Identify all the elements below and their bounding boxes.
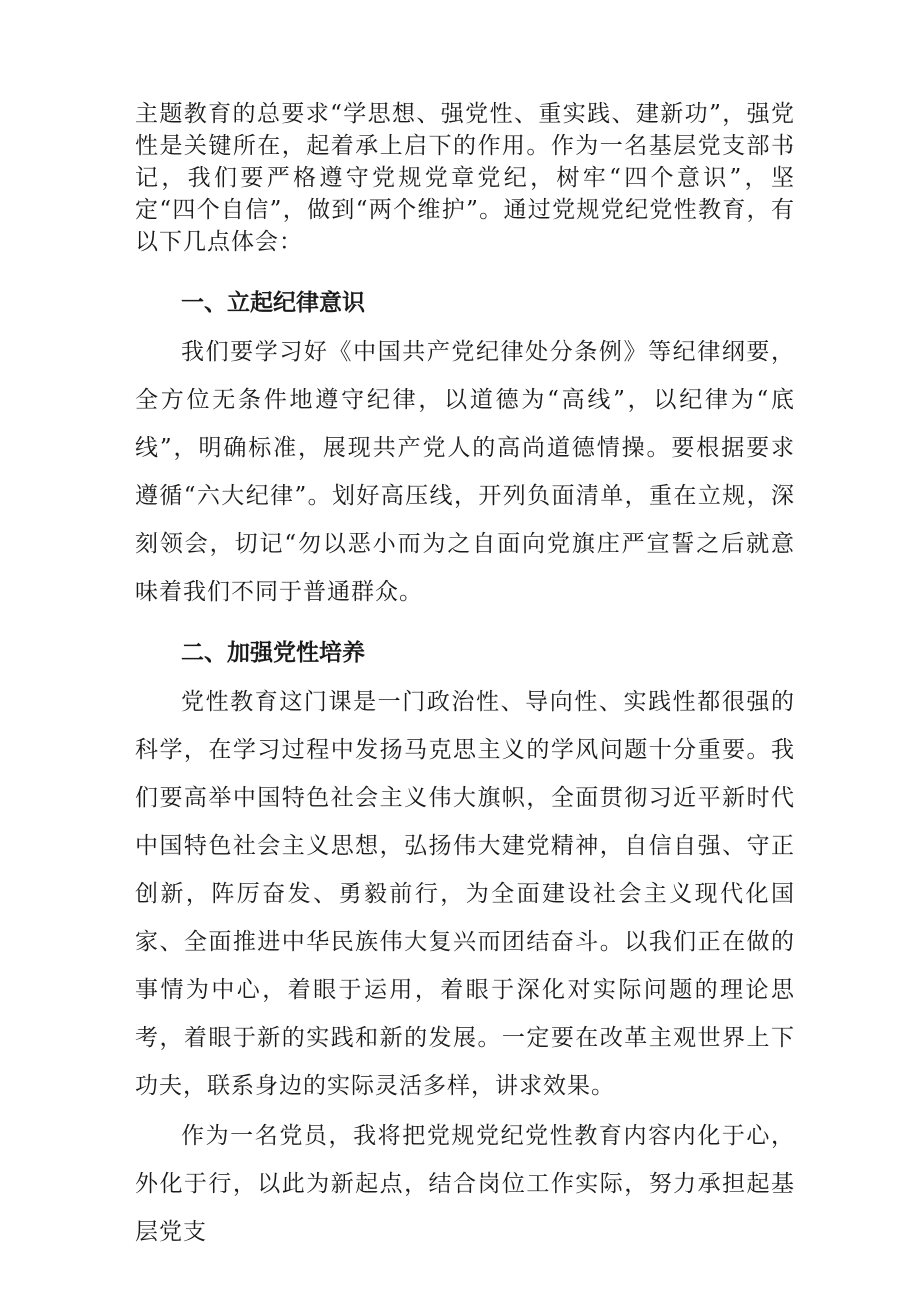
document-body: [135, 98, 795, 1256]
intro-paragraph: 主题教育的总要求“学思想、强党性、重实践、建新功”，强党性是关键所在，起着承上启下的作用。作为一名基层党支部书记，我们要严格遵守党规党章党纪，树牢“四个意识”，坚定“四个自信”，做到“两个维护”。通过党规党纪党性教育，有以下几点体会：: [135, 101, 795, 255]
section-heading-party-spirit: 二、加强党性培养: [181, 640, 365, 666]
section-heading-discipline: 一、立起纪律意识: [181, 290, 365, 316]
closing-paragraph: 作为一名党员，我将把党规党纪党性教育内容内化于心，外化于行，以此为新起点，结合岗位工作实际，努力承担起基层党支: [135, 1123, 795, 1245]
section-paragraph-party-spirit: 党性教育这门课是一门政治性、导向性、实践性都很强的科学，在学习过程中发扬马克思主义的学风问题十分重要。我们要高举中国特色社会主义伟大旗帜，全面贯彻习近平新时代中国特色社会主义思想，弘扬伟大建党精神，自信自强、守正创新，阵厉奋发、勇毅前行，为全面建设社会主义现代化国家、全面推进中华民族伟大复兴而团结奋斗。以我们正在做的事情为中心，着眼于运用，着眼于深化对实际问题的理论思考，着眼于新的实践和新的发展。一定要在改革主观世界上下功夫，联系身边的实际灵活多样，讲求效果。: [135, 689, 795, 1099]
section-paragraph-discipline: 我们要学习好《中国共产党纪律处分条例》等纪律纲要，全方位无条件地遵守纪律，以道德为“高线”，以纪律为“底线”，明确标准，展现共产党人的高尚道德情操。要根据要求遵循“六大纪律”。划好高压线，开列负面清单，重在立规，深刻领会，切记“勿以恶小而为之自面向党旗庄严宣誓之后就意味着我们不同于普通群众。: [135, 339, 795, 605]
